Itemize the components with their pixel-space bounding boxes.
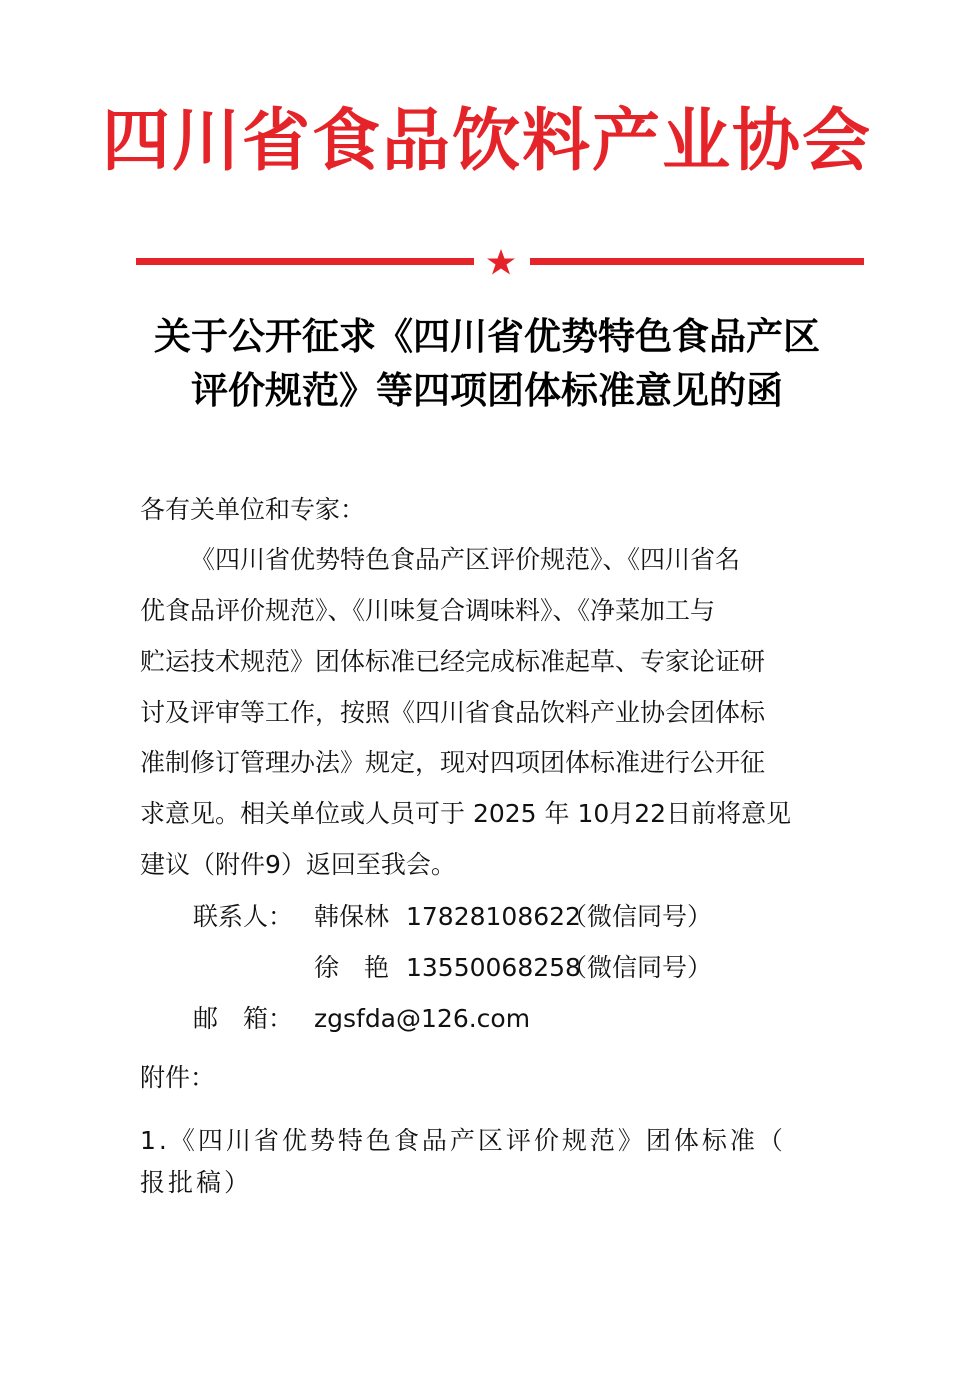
contact-name: 徐 艳: [314, 953, 390, 982]
letterhead-rule-left: [136, 258, 474, 265]
attachment-item-line-1: 1.《四川省优势特色食品产区评价规范》团体标准（: [140, 1126, 786, 1155]
body-line: 优食品评价规范》、《川味复合调味料》、《净菜加工与: [140, 596, 716, 625]
letterhead-rule-right: [530, 258, 864, 265]
document-title-line-2: 评价规范》等四项团体标准意见的函: [191, 368, 783, 412]
body-line: 准制修订管理办法》规定，现对四项团体标准进行公开征: [140, 748, 766, 777]
body-line: 贮运技术规范》团体标准已经完成标准起草、专家论证研: [140, 647, 766, 676]
contact-note: （微信同号）: [562, 902, 713, 931]
document-title-line-1: 关于公开征求《四川省优势特色食品产区: [154, 314, 820, 358]
salutation: 各有关单位和专家：: [140, 495, 366, 524]
contact-phone: 17828108622: [406, 902, 581, 931]
attachment-item-line-2: 报批稿）: [140, 1168, 253, 1197]
attachments-label: 附件：: [140, 1063, 216, 1092]
email-label: 邮 箱：: [193, 1004, 294, 1033]
contact-note: （微信同号）: [562, 953, 713, 982]
letterhead-org-name: 四川省食品饮料产业协会: [101, 102, 872, 181]
contacts-label: 联系人：: [193, 902, 294, 931]
body-line: 讨及评审等工作，按照《四川省食品饮料产业协会团体标: [140, 698, 766, 727]
body-line: 求意见。相关单位或人员可于 2025 年 10月22日前将意见: [140, 799, 792, 828]
star-icon: [484, 248, 518, 276]
body-line: 《四川省优势特色食品产区评价规范》、《四川省名: [190, 545, 741, 574]
body-line: 建议（附件9）返回至我会。: [140, 850, 456, 879]
contact-name: 韩保林: [314, 902, 390, 931]
contact-phone: 13550068258: [406, 953, 581, 982]
email-address[interactable]: zgsfda@126.com: [314, 1004, 531, 1033]
